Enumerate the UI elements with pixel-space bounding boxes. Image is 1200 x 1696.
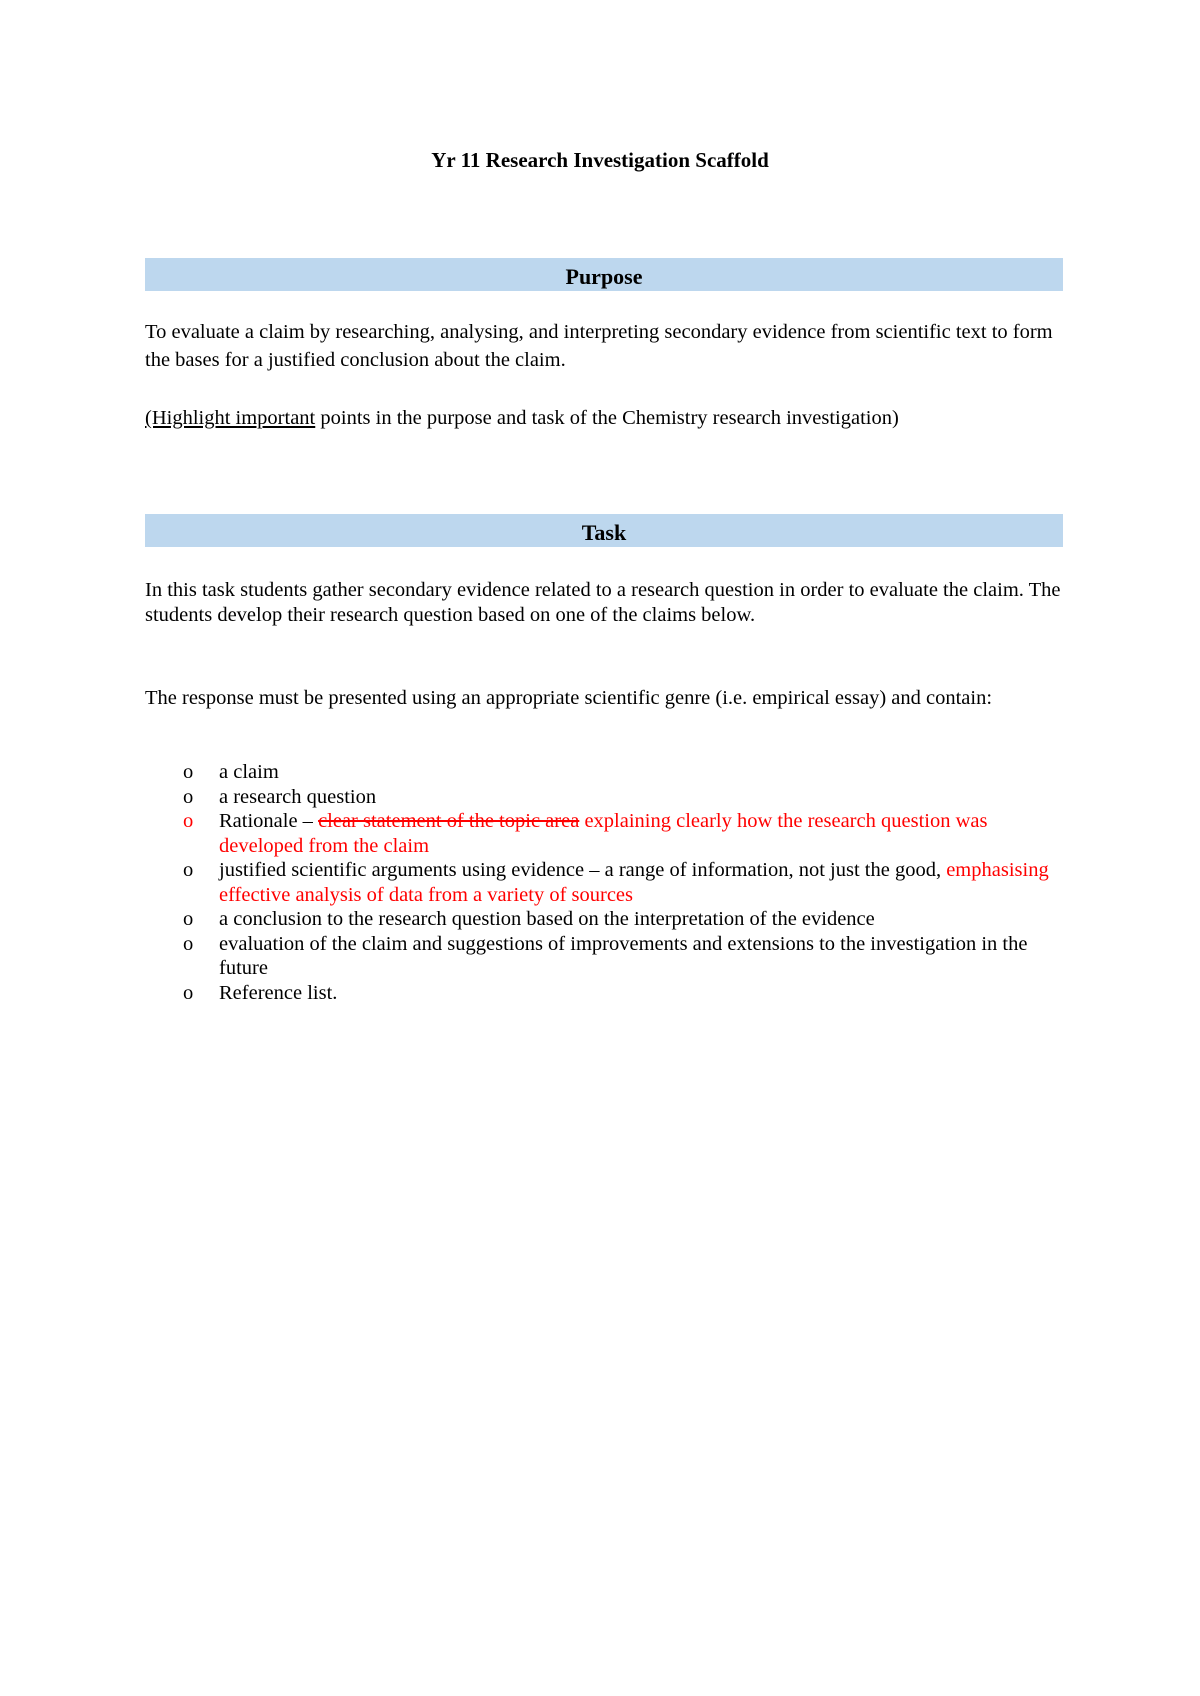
bullet-text: justified scientific arguments using evidence – a range of information, not just the good, [219,859,947,881]
bullet-text-struck: clear statement of the topic area [318,810,580,832]
bullet-text-lead: Rationale – [219,810,319,832]
list-item [145,809,1063,858]
list-item [145,760,1063,785]
list-item [145,858,1063,907]
bullet-marker: o [183,932,194,955]
purpose-note-underlined: (Highlight important [145,407,316,429]
purpose-heading: Purpose [145,258,1063,291]
bullet-text: a claim [219,761,279,783]
list-item [145,932,1063,981]
bullet-marker: o [183,785,194,808]
task-bullet-list [145,760,1063,1005]
bullet-marker: o [183,859,194,881]
bullet-text: a conclusion to the research question based on the interpretation of the evidence [219,908,875,930]
purpose-note [145,404,1063,432]
task-intro: In this task students gather secondary evidence related to a research question in order to evaluate the claim. The students develop their research question based on one of the claims below. [145,579,1061,626]
bullet-text: evaluation of the claim and suggestions of improvements and extensions to the investigation in the future [219,932,1028,979]
bullet-marker: o [183,761,194,783]
bullet-text-added: explaining clearly how the research question was developed from the claim [219,810,988,857]
bullet-marker: o [183,810,194,832]
bullet-text-added: emphasising effective analysis of data from a variety of sources [219,859,1049,906]
purpose-text: To evaluate a claim by researching, analysing, and interpreting secondary evidence from scientific text to form the bases for a justified conclusion about the claim. [145,321,1053,371]
document-title: Yr 11 Research Investigation Scaffold [431,148,769,172]
task-response: The response must be presented using an appropriate scientific genre (i.e. empirical essay) and contain: [145,687,993,709]
list-item [145,907,1063,932]
bullet-text: a research question [219,785,377,808]
bullet-marker: o [183,908,194,930]
list-item [145,981,1063,1006]
task-heading: Task [145,514,1063,547]
list-item [145,785,1063,810]
purpose-note-rest: points in the purpose and task of the Chemistry research investigation) [315,407,899,429]
bullet-marker: o [183,981,194,1004]
bullet-text: Reference list. [219,981,338,1004]
